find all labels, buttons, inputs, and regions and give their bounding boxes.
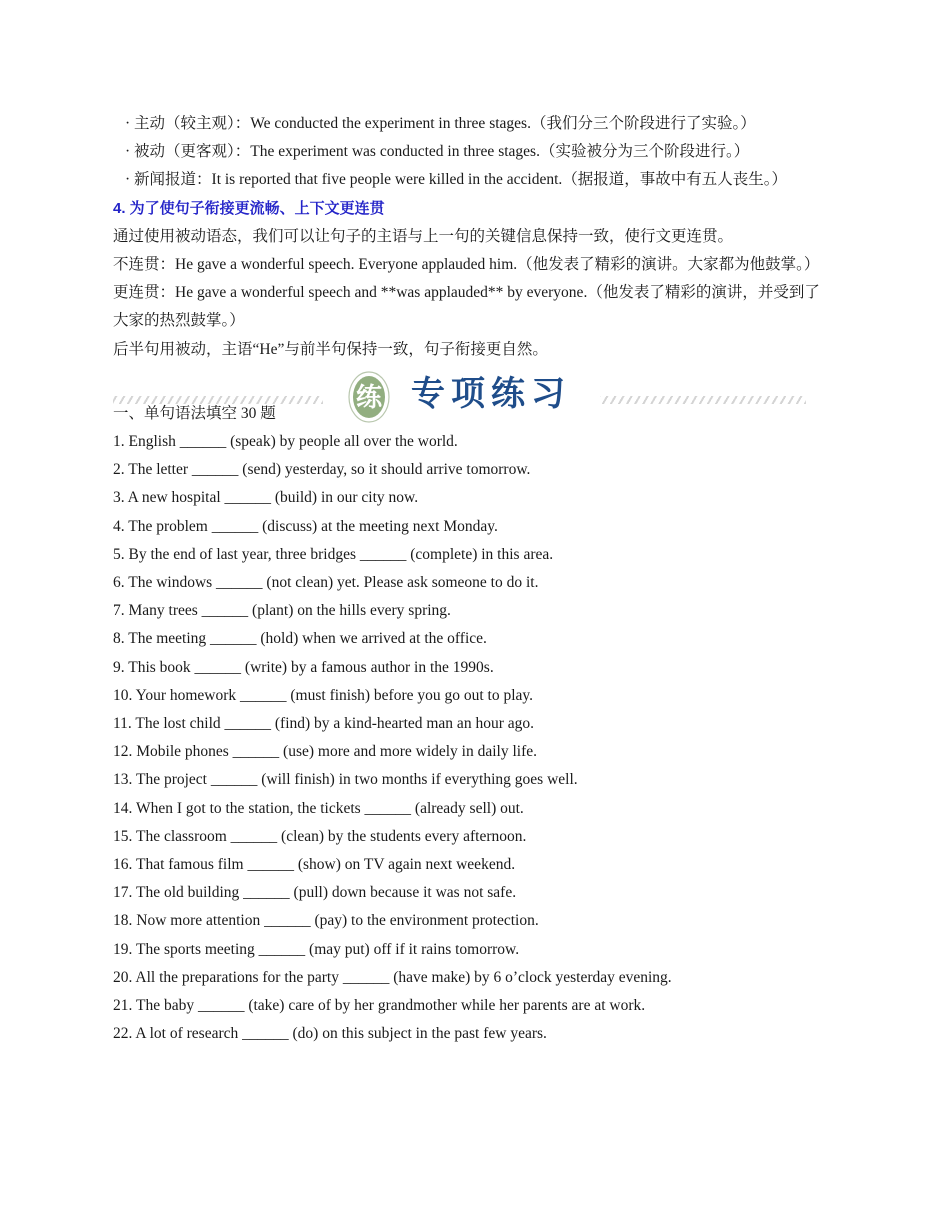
seal-char: 练 bbox=[355, 382, 383, 413]
exercise-item: 18. Now more attention ______ (pay) to the environment protection. bbox=[113, 912, 539, 930]
document-content bbox=[113, 110, 833, 1049]
exercise-item: 11. The lost child ______ (find) by a kind-hearted man an hour ago. bbox=[113, 715, 534, 733]
section-heading: 4. 为了使句子衔接更流畅、上下文更连贯 bbox=[113, 199, 385, 217]
banner-title: 专项练习 bbox=[411, 373, 571, 414]
exercise-item: 22. A lot of research ______ (do) on this subject in the past few years. bbox=[113, 1025, 547, 1043]
practice-banner bbox=[113, 370, 833, 428]
bullet-news-report: · 新闻报道：It is reported that five people were killed in the accident.（据报道，事故中有五人丧生。） bbox=[125, 171, 788, 189]
exercise-item: 13. The project ______ (will finish) in two months if everything goes well. bbox=[113, 771, 578, 789]
exercise-item: 12. Mobile phones ______ (use) more and more widely in daily life. bbox=[113, 743, 538, 761]
exercise-heading: 一、单句语法填空 30 题 bbox=[113, 404, 276, 422]
bullet-active-voice: · 主动（较主观）：We conducted the experiment in three stages.（我们分三个阶段进行了实验。） bbox=[125, 115, 756, 132]
exercise-item: 14. When I got to the station, the tickets ______ (already sell) out. bbox=[113, 799, 524, 817]
exercise-list bbox=[113, 428, 833, 1048]
exercise-item: 8. The meeting ______ (hold) when we arrived at the office. bbox=[113, 630, 487, 648]
exercise-item: 7. Many trees ______ (plant) on the hills every spring. bbox=[113, 602, 451, 620]
example-incoherent: 不连贯：He gave a wonderful speech. Everyone applauded him.（他发表了精彩的演讲。大家都为他鼓掌。） bbox=[113, 256, 820, 274]
seal-icon bbox=[347, 370, 391, 424]
exercise-item: 9. This book ______ (write) by a famous author in the 1990s. bbox=[113, 658, 494, 676]
exercise-item: 15. The classroom ______ (clean) by the students every afternoon. bbox=[113, 827, 527, 845]
exercise-item: 21. The baby ______ (take) care of by her grandmother while her parents are at work. bbox=[113, 997, 646, 1015]
example-coherent: 更连贯：He gave a wonderful speech and **was applauded** by everyone.（他发表了精彩的演讲，并受到了大家的热烈鼓掌。） bbox=[113, 284, 820, 330]
exercise-item: 16. That famous film ______ (show) on TV again next weekend. bbox=[113, 856, 516, 874]
exercise-item: 5. By the end of last year, three bridges ______ (complete) in this area. bbox=[113, 545, 554, 563]
exercise-item: 1. English ______ (speak) by people all over the world. bbox=[113, 433, 458, 451]
section-intro: 通过使用被动语态，我们可以让句子的主语与上一句的关键信息保持一致，使行文更连贯。 bbox=[113, 227, 734, 245]
exercise-item: 6. The windows ______ (not clean) yet. Please ask someone to do it. bbox=[113, 574, 539, 592]
example-note: 后半句用被动，主语“He”与前半句保持一致，句子衔接更自然。 bbox=[113, 340, 548, 358]
exercise-item: 10. Your homework ______ (must finish) before you go out to play. bbox=[113, 686, 534, 704]
banner-divider-right bbox=[600, 396, 806, 404]
bullet-passive-voice: · 被动（更客观）：The experiment was conducted in three stages.（实验被分为三个阶段进行。） bbox=[125, 143, 750, 161]
exercise-item: 2. The letter ______ (send) yesterday, so it should arrive tomorrow. bbox=[113, 461, 531, 479]
exercise-item: 3. A new hospital ______ (build) in our city now. bbox=[113, 489, 419, 507]
banner-divider-left bbox=[113, 396, 323, 404]
exercise-item: 19. The sports meeting ______ (may put) off if it rains tomorrow. bbox=[113, 940, 520, 958]
exercise-item: 17. The old building ______ (pull) down because it was not safe. bbox=[113, 884, 517, 902]
exercise-item: 4. The problem ______ (discuss) at the meeting next Monday. bbox=[113, 517, 498, 535]
exercise-item: 20. All the preparations for the party ______ (have make) by 6 o’clock yesterday evening. bbox=[113, 968, 672, 986]
